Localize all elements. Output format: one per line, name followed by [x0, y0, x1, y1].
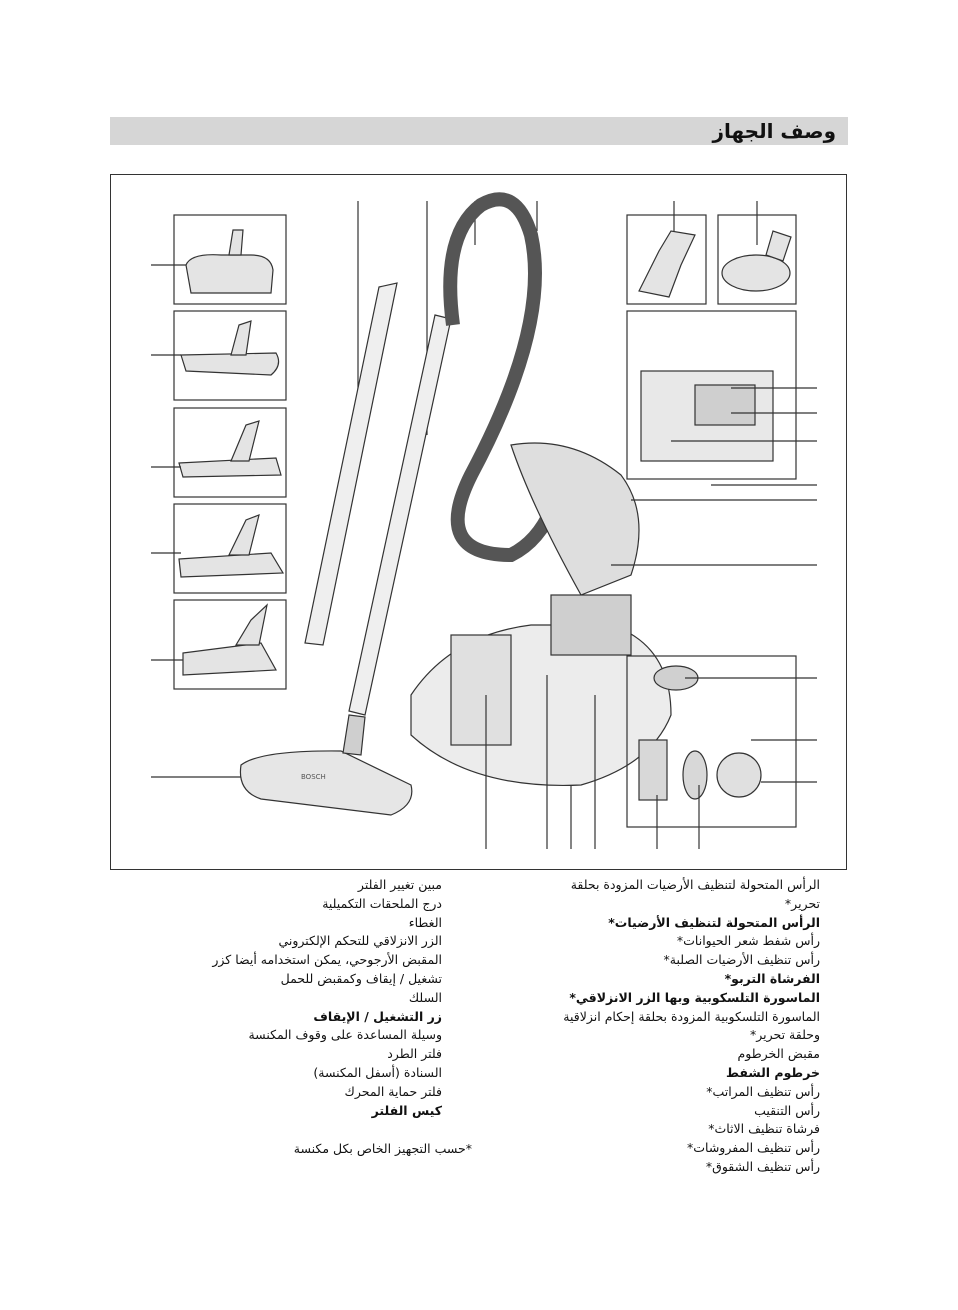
legend-item: رأس تنظيف الأرضيات الصلبة*	[663, 952, 820, 968]
legend-item: كيس الفلتر	[371, 1102, 442, 1118]
filter-bag	[451, 635, 511, 745]
accessory-box-4	[174, 504, 286, 593]
legend-item: الرأس المتحولة لتنظيف الأرضيات المزودة بحلقة	[570, 877, 820, 892]
legend-item: الزر الانزلاقي للتحكم الإلكتروني	[278, 933, 442, 949]
page-title: وصف الجهاز	[712, 119, 836, 143]
legend-item: مقبض الخرطوم	[737, 1046, 820, 1062]
legend-item: مبين تغيير الفلتر	[357, 877, 442, 892]
device-illustration	[110, 174, 847, 870]
accessory-box-5	[174, 600, 286, 689]
legend-item: الرأس المتحولة لتنظيف الأرضيات*	[608, 914, 820, 930]
vacuum-body	[411, 625, 671, 785]
legend-item: فلتر الطرد	[387, 1046, 442, 1062]
lid	[511, 443, 639, 595]
legend-left	[180, 876, 442, 1120]
legend-item: درج الملحقات التكميلية	[322, 895, 442, 911]
legend-item: الماسورة التلسكوبية وبها الزر الانزلاقي*	[569, 989, 820, 1005]
legend-item: السنادة (أسفل المكنسة)	[313, 1064, 442, 1080]
legend-item: السلك	[408, 989, 442, 1005]
footnote: *حسب التجهيز الخاص بكل مكنسة	[293, 1141, 472, 1156]
floor-nozzle	[240, 751, 411, 815]
legend-item: رأس شفط شعر الحيوانات*	[676, 933, 820, 949]
legend-item: الماسورة التلسكوبية المزودة بحلقة إحكام انزلاقية	[563, 1008, 820, 1024]
brand-logo: BOSCH	[301, 773, 326, 781]
legend-right	[556, 876, 820, 1177]
motor-filter	[551, 595, 631, 655]
legend-item: رأس تنظيف الشقوق*	[705, 1158, 820, 1174]
legend-item: الفرشاة التربو*	[724, 970, 820, 986]
legend-item: فلتر حماية المحرك	[344, 1083, 442, 1099]
accessory-box-3	[174, 408, 286, 497]
legend-item: رأس التنقيب	[754, 1102, 820, 1118]
section-title-bar	[110, 117, 848, 145]
legend-item: رأس تنظيف المراتب*	[706, 1083, 820, 1099]
legend-item: فرشاة تنظيف الاثاث*	[708, 1121, 820, 1137]
legend-item: وحلقة تحرير*	[750, 1027, 820, 1043]
legend-item: وسيلة المساعدة على وقوف المكنسة	[248, 1027, 442, 1043]
legend-item: المقبض الأرجوحي، يمكن استخدامه أيضا كزر تشغيل / إيقاف وكمقبض للحمل	[212, 952, 442, 986]
legend-item: رأس تنظيف المفروشات*	[687, 1140, 820, 1156]
vacuum-diagram	[111, 175, 848, 871]
legend-item: الغطاء	[408, 914, 442, 930]
legend-item: تحرير*	[784, 895, 820, 911]
legend-item: خرطوم الشفط	[726, 1064, 820, 1080]
legend-item: زر التشغيل / الإيقاف	[313, 1008, 442, 1024]
